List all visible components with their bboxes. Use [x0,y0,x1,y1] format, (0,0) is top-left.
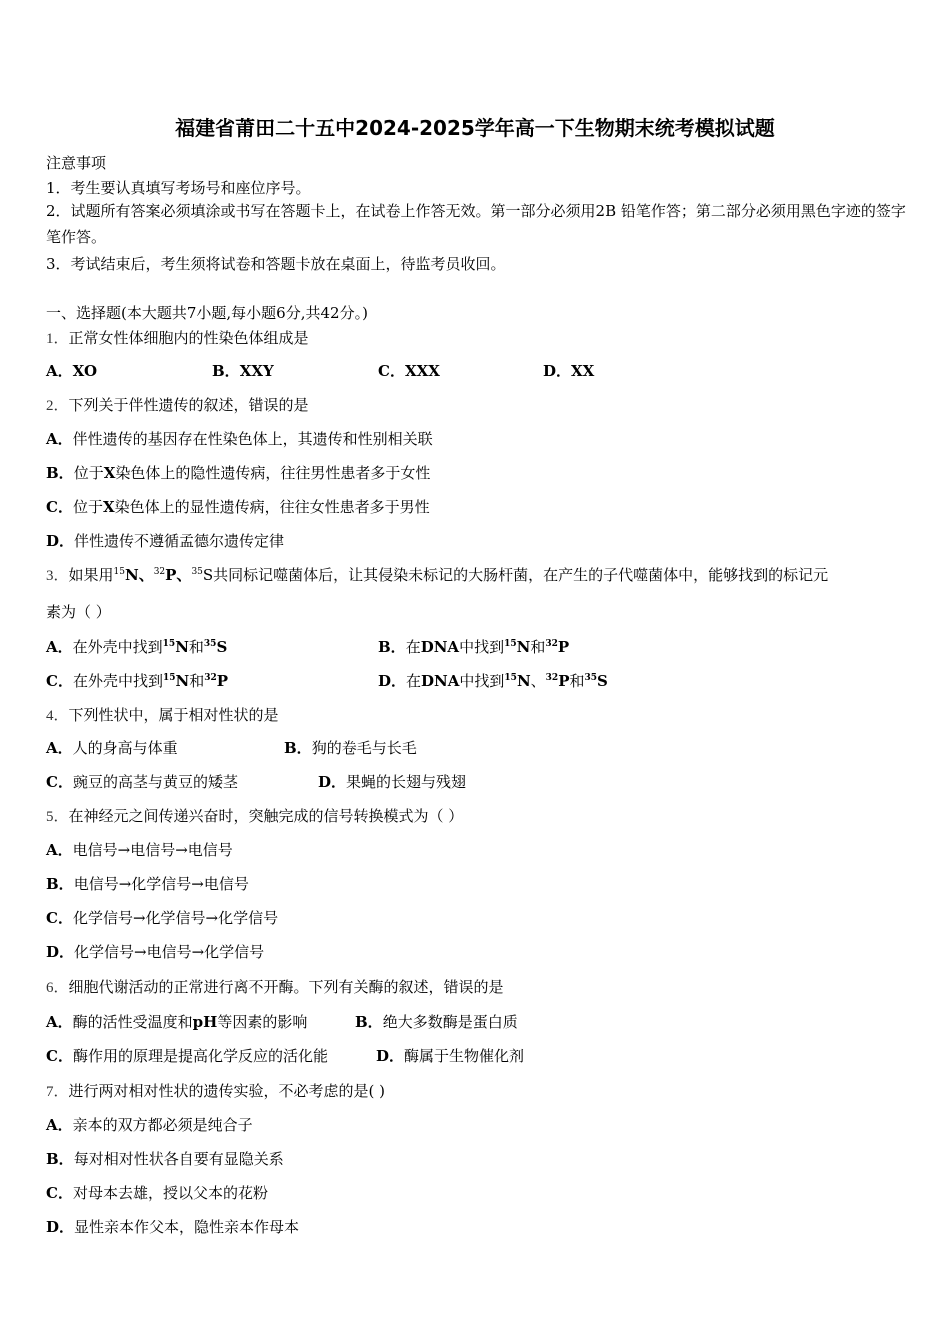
isotope-mass: 32 [153,567,166,577]
q6-option-d[interactable] [376,1045,524,1066]
q5-option-a[interactable] [46,839,233,860]
question-number: 5． [46,809,69,825]
option-text: 在外壳中找到 [72,672,163,690]
element-symbol: P [216,672,229,690]
isotope-mass: 15 [504,639,517,649]
isotope-mass: 15 [162,639,176,649]
option-text: 染色体上的隐性遗传病，往往男性患者多于女性 [115,464,431,482]
q4-option-a[interactable] [46,737,178,758]
option-letter: A． [46,841,73,859]
q4-option-b[interactable] [284,737,417,758]
option-text: 等因素的影响 [217,1013,308,1031]
element-symbol: S [597,672,608,690]
option-text: 酶的活性受温度和 [72,1013,193,1031]
option-letter: B． [46,464,74,482]
option-text: 化学信号→化学信号→化学信号 [72,909,279,927]
stem-text: 如果用 [68,566,114,584]
option-text: 酶作用的原理是提高化学反应的活化能 [72,1047,328,1065]
option-letter: B． [212,362,240,380]
question-6-stem [46,976,504,997]
ph-label: pH [192,1013,218,1031]
option-letter: B． [46,1150,74,1168]
option-text: 、 [530,672,546,690]
q5-option-d[interactable] [46,941,264,962]
q7-option-a[interactable] [46,1114,253,1135]
q1-option-c[interactable] [378,360,440,381]
stem-text: 下列关于伴性遗传的叙述，错误的是 [68,396,309,414]
stem-text: 进行两对相对性状的遗传实验，不必考虑的是( ) [68,1082,385,1100]
element-symbol: N [175,638,189,656]
element-symbol: N [175,672,190,690]
option-text: 伴性遗传的基因存在性染色体上，其遗传和性别相关联 [72,430,433,448]
option-text: 和 [569,672,585,690]
notice-item-1: 1．考生要认真填写考场号和座位序号。 [46,179,311,197]
option-letter: B． [284,739,312,757]
option-text: 显性亲本作父本，隐性亲本作母本 [74,1218,300,1236]
option-letter: C． [46,773,73,791]
q7-option-b[interactable] [46,1148,284,1169]
option-text: 化学信号→电信号→化学信号 [74,943,265,961]
option-text: 中找到 [459,672,505,690]
option-text: 电信号→电信号→电信号 [72,841,233,859]
isotope-mass: 32 [204,673,217,683]
page-title: 福建省莆田二十五中2024-2025学年高一下生物期末统考模拟试题 [175,116,775,140]
chromosome-x: X [102,498,115,516]
question-3-stem [46,564,828,585]
q1-option-b[interactable] [212,360,274,381]
option-text: 位于 [72,498,103,516]
option-text: 在 [406,672,422,690]
option-text: 绝大多数酶是蛋白质 [382,1013,518,1031]
option-text: 中找到 [459,638,505,656]
option-text: 染色体上的显性遗传病，往往女性患者多于男性 [114,498,430,516]
option-letter: C． [46,1047,73,1065]
option-text: 在外壳中找到 [72,638,163,656]
option-letter: D． [46,532,75,550]
element-symbol: P [558,672,570,690]
option-text: 和 [188,638,204,656]
stem-text: N、 [124,566,154,584]
isotope-mass: 35 [584,673,598,683]
option-letter: D． [318,773,347,791]
option-letter: B． [378,638,406,656]
option-letter: A． [46,430,73,448]
element-symbol: N [516,672,531,690]
notice-item-2: 2．试题所有答案必须填涂或书写在答题卡上，在试卷上作答无效。第一部分必须用2B 铅笔作答；第二部分必须用黑色字迹的签字笔作答。 [46,202,906,246]
q6-option-b[interactable] [355,1011,518,1032]
option-text: 和 [189,672,205,690]
option-text: 电信号→化学信号→电信号 [73,875,249,893]
isotope-mass: 15 [504,673,517,683]
option-letter: A． [46,1013,73,1031]
isotope-mass: 15 [113,567,125,577]
isotope-mass: 32 [545,673,559,683]
q6-option-a[interactable] [46,1011,307,1032]
q2-option-b[interactable] [46,462,430,483]
option-text: 亲本的双方都必须是纯合子 [72,1116,253,1134]
option-text: 每对相对性状各自要有显隐关系 [73,1150,284,1168]
question-number: 2． [46,398,69,414]
q3-option-a[interactable] [46,636,227,657]
option-text: 在 [405,638,421,656]
q5-option-b[interactable] [46,873,249,894]
q4-option-d[interactable] [318,771,466,792]
notice-item-3: 3．考试结束后，考生须将试卷和答题卡放在桌面上，待监考员收回。 [46,255,506,273]
element-symbol: S [216,638,228,656]
q2-option-d[interactable] [46,530,284,551]
stem-text: 细胞代谢活动的正常进行离不开酶。下列有关酶的叙述，错误的是 [68,978,504,996]
section-heading: 一、选择题(本大题共7小题,每小题6分,共42分。) [46,304,368,322]
stem-text: S共同标记噬菌体后，让其侵染未标记的大肠杆菌，在产生的子代噬菌体中，能够找到的标记元 [202,566,829,584]
option-text: XXX [404,362,440,380]
stem-text: P、 [165,566,192,584]
q1-option-d[interactable] [543,360,594,381]
option-text: 和 [530,638,546,656]
question-3-stem-line2: 素为（ ） [46,603,111,621]
option-text: XO [72,362,98,380]
isotope-mass: 15 [162,673,176,683]
q1-option-a[interactable] [46,360,97,381]
q3-option-d[interactable] [378,670,608,691]
question-number: 3． [46,568,69,584]
option-letter: B． [355,1013,383,1031]
option-letter: A． [46,739,73,757]
q3-option-c[interactable] [46,670,228,691]
isotope-mass: 35 [203,639,217,649]
q7-option-d[interactable] [46,1216,299,1237]
option-letter: C． [46,498,73,516]
option-letter: D． [46,1218,75,1236]
question-7-stem [46,1080,385,1101]
question-number: 6． [46,980,69,996]
option-text: 狗的卷毛与长毛 [311,739,417,757]
q6-option-c[interactable] [46,1045,328,1066]
option-letter: A． [46,638,73,656]
option-letter: D． [378,672,407,690]
option-text: 豌豆的高茎与黄豆的矮茎 [72,773,238,791]
option-text: 人的身高与体重 [72,739,178,757]
option-letter: C． [378,362,405,380]
option-letter: D． [376,1047,405,1065]
stem-text: 下列性状中，属于相对性状的是 [68,706,279,724]
element-symbol: N [516,638,531,656]
option-letter: A． [46,362,73,380]
option-letter: D． [543,362,572,380]
option-letter: B． [46,875,74,893]
q3-option-b[interactable] [378,636,569,657]
question-number: 1． [46,331,69,347]
option-letter: A． [46,1116,73,1134]
q5-option-c[interactable] [46,907,278,928]
chromosome-x: X [103,464,116,482]
option-text: 酶属于生物催化剂 [404,1047,525,1065]
stem-text: 在神经元之间传递兴奋时，突触完成的信号转换模式为（ ） [68,807,464,825]
option-letter: D． [46,943,75,961]
q4-option-c[interactable] [46,771,238,792]
stem-text: 正常女性体细胞内的性染色体组成是 [68,329,309,347]
element-symbol: P [557,638,570,656]
option-letter: C． [46,909,73,927]
q2-option-a[interactable] [46,428,433,449]
isotope-mass: 32 [545,639,558,649]
option-letter: C． [46,672,73,690]
option-text: 位于 [73,464,104,482]
option-text: XXY [239,362,274,380]
question-number: 4． [46,708,69,724]
question-5-stem [46,805,463,826]
question-number: 7． [46,1084,69,1100]
option-letter: C． [46,1184,73,1202]
option-text: 对母本去雄，授以父本的花粉 [72,1184,268,1202]
option-text: 果蝇的长翅与残翅 [346,773,467,791]
dna-label: DNA [421,672,460,690]
dna-label: DNA [420,638,460,656]
question-2-stem [46,394,309,415]
option-text: XX [571,362,595,380]
question-4-stem [46,704,279,725]
isotope-mass: 35 [191,567,203,577]
q7-option-c[interactable] [46,1182,268,1203]
option-text: 伴性遗传不遵循孟德尔遗传定律 [74,532,285,550]
notice-heading: 注意事项 [46,154,107,172]
q2-option-c[interactable] [46,496,430,517]
question-1-stem [46,327,309,348]
